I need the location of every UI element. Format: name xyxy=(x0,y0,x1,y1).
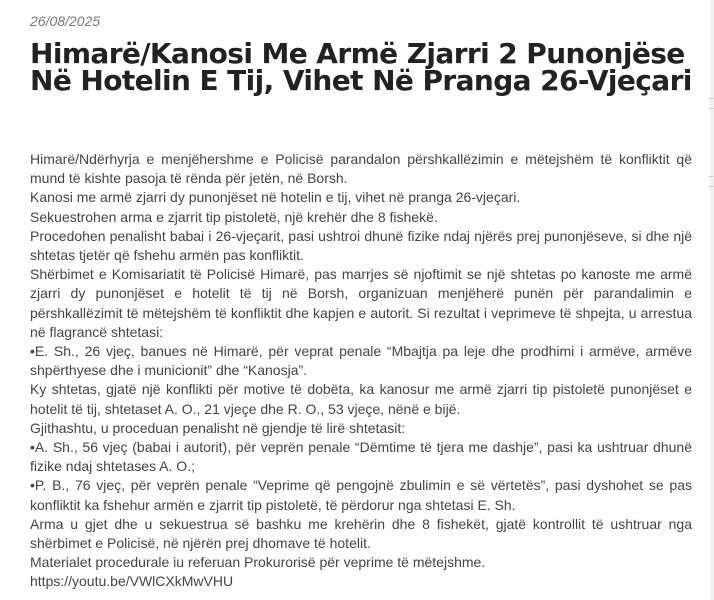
right-divider xyxy=(708,176,714,177)
article-body xyxy=(30,150,692,592)
paragraph-arrested: •E. Sh., 26 vjeç, banues në Himarë, për veprat penale “Mbajtja pa leje dhe prodhimi i armëve, armëve shpërthyese dhe i municionit” dhe “Kanosja”. xyxy=(30,343,692,379)
right-edge-strip xyxy=(710,0,714,600)
paragraph-also-prosecuted: Gjithashtu, u proceduan penalisht në gjendje të lirë shtetasit: xyxy=(30,419,406,436)
paragraph-intro: Himarë/Ndërhyrja e menjëhershme e Policisë parandalon përshkallëzimin e mëtejshëm të konfliktit që mund të kishte pasoja të rënda për jetën, në Borsh. xyxy=(30,151,692,187)
right-divider xyxy=(708,108,714,109)
paragraph-headline: Kanosi me armë zjarri dy punonjëset në hotelin e tij, vihet në pranga 26-vjeçari. xyxy=(30,189,521,206)
paragraph-hid-weapon: •P. B., 76 vjeç, për veprën penale “Veprime që pengojnë zbulimin e së vërtetës”, pasi dyshohet se pas konfliktit ka fshehur armën e zjarrit tip pistoletë, të përdorur nga shtetasi E. Sh. xyxy=(30,477,692,513)
right-divider xyxy=(708,98,714,99)
paragraph-operation: Shërbimet e Komisariatit të Policisë Himarë, pas marrjes së njoftimit se një shtetas po kanoste me armë zjarri dy punonjëset e hotelit të tij në Borsh, organizuan menjëherë punën për parandalimin e përshkallëzimit të mëtejshëm të konfliktit dhe kapjen e autorit. Si rezultat i veprimeve të shpejta, u arrestua në flagrancë shtetasi: xyxy=(30,266,692,340)
paragraph-weapon-found: Arma u gjet dhe u sekuestrua së bashku me krehërin dhe 8 fishekët, gjatë kontrollit të ushtruar nga shërbimet e Policisë, në njërën prej dhomave të hotelit. xyxy=(30,515,692,552)
paragraph-seizure: Sekuestrohen arma e zjarrit tip pistoletë, një krehër dhe 8 fishekë. xyxy=(30,208,438,225)
video-link[interactable]: https://youtu.be/VWlCXkMwVHU xyxy=(30,573,234,590)
paragraph-father: •A. Sh., 56 vjeç (babai i autorit), për veprën penale “Dëmtime të tjera me dashje”, pasi ka ushtruar dhunë fizike ndaj shtetases A. O.; xyxy=(30,439,692,475)
paragraph-referred: Materialet procedurale iu referuan Prokurorisë për veprime të mëtejshme. xyxy=(30,554,486,571)
paragraph-threat: Ky shtetas, gjatë një konflikti për motive të dobëta, ka kanosur me armë zjarri tip pistoletë punonjëset e hotelit të tij, shtetaset A. O., 21 vjeçe dhe R. O., 53 vjeçe, nënë e bijë. xyxy=(30,381,692,417)
article-title: Himarë/Kanosi Me Armë Zjarri 2 Punonjëse Në Hotelin E Tij, Vihet Në Pranga 26-Vjeçari xyxy=(30,37,692,97)
article-date: 26/08/2025 xyxy=(30,13,101,29)
paragraph-prosecution: Procedohen penalisht babai i 26-vjeçarit, pasi ushtroi dhunë fizike ndaj njërës prej punonjëseve, si dhe një shtetas tjetër që fshehu armën pas konfliktit. xyxy=(30,227,692,264)
right-divider xyxy=(708,186,714,187)
